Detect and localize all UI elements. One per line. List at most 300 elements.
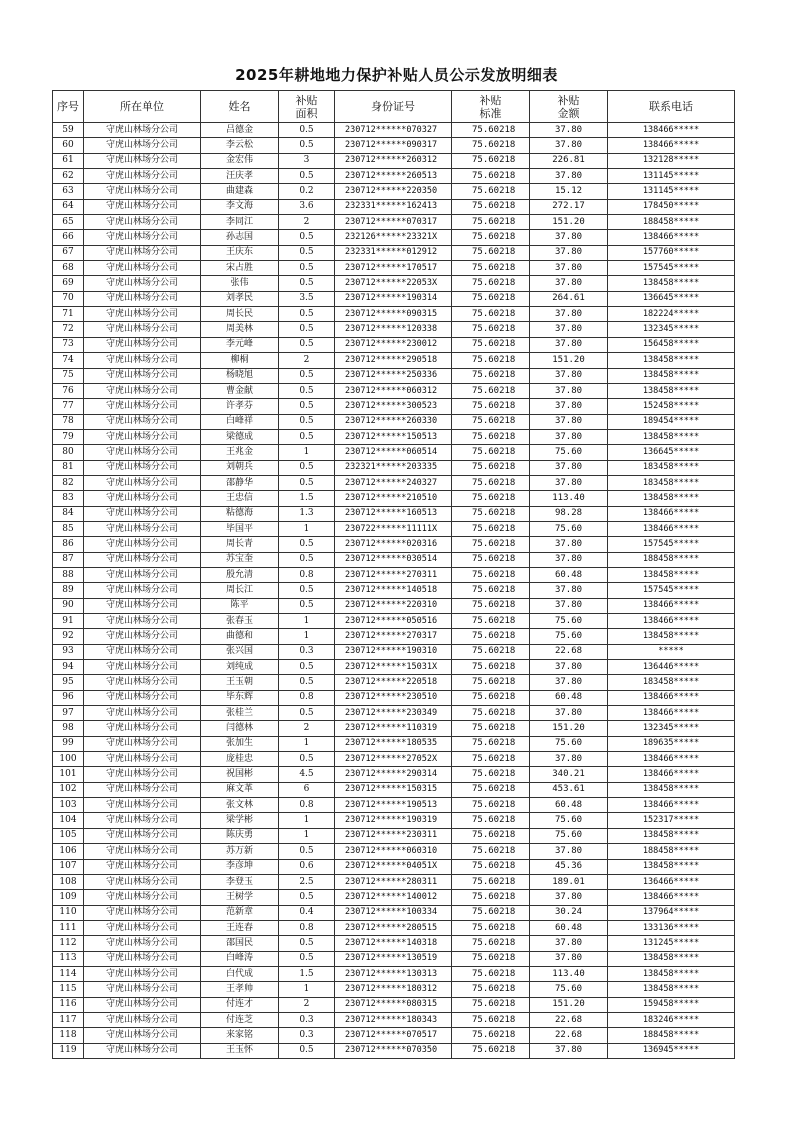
cell-standard: 75.60218 — [452, 506, 530, 521]
cell-amount: 151.20 — [530, 215, 608, 230]
cell-phone: 136466***** — [608, 874, 735, 889]
cell-phone: 132128***** — [608, 153, 735, 168]
cell-index: 118 — [53, 1028, 84, 1043]
cell-name: 李同江 — [201, 215, 279, 230]
cell-standard: 75.60218 — [452, 614, 530, 629]
cell-name: 陈庆勇 — [201, 828, 279, 843]
cell-id-number: 230712******070517 — [335, 1028, 452, 1043]
cell-unit: 守虎山林场分公司 — [84, 890, 201, 905]
cell-id-number: 230712******070327 — [335, 123, 452, 138]
table-row — [53, 383, 735, 398]
cell-id-number: 230712******130313 — [335, 966, 452, 981]
cell-unit: 守虎山林场分公司 — [84, 322, 201, 337]
cell-unit: 守虎山林场分公司 — [84, 813, 201, 828]
cell-name: 苏宝奎 — [201, 552, 279, 567]
cell-phone: 138466***** — [608, 598, 735, 613]
cell-name: 粘德海 — [201, 506, 279, 521]
cell-name: 李云松 — [201, 138, 279, 153]
cell-id-number: 230712******230349 — [335, 706, 452, 721]
cell-unit: 守虎山林场分公司 — [84, 399, 201, 414]
cell-name: 李元峰 — [201, 337, 279, 352]
cell-phone: 189454***** — [608, 414, 735, 429]
cell-standard: 75.60218 — [452, 598, 530, 613]
cell-unit: 守虎山林场分公司 — [84, 475, 201, 490]
cell-area: 0.5 — [279, 460, 335, 475]
cell-standard: 75.60218 — [452, 521, 530, 536]
cell-id-number: 230712******150315 — [335, 782, 452, 797]
cell-phone: 136645***** — [608, 291, 735, 306]
cell-unit: 守虎山林场分公司 — [84, 614, 201, 629]
cell-id-number: 230712******140518 — [335, 583, 452, 598]
cell-phone: 188458***** — [608, 1028, 735, 1043]
cell-area: 6 — [279, 782, 335, 797]
cell-index: 104 — [53, 813, 84, 828]
cell-id-number: 230712******070350 — [335, 1043, 452, 1058]
cell-name: 许孝芬 — [201, 399, 279, 414]
table-row — [53, 767, 735, 782]
cell-amount: 37.80 — [530, 169, 608, 184]
cell-amount: 37.80 — [530, 383, 608, 398]
cell-area: 3.5 — [279, 291, 335, 306]
cell-index: 99 — [53, 736, 84, 751]
table-row — [53, 337, 735, 352]
cell-index: 80 — [53, 445, 84, 460]
cell-id-number: 230712******050516 — [335, 614, 452, 629]
table-row — [53, 1012, 735, 1027]
cell-phone: 131245***** — [608, 936, 735, 951]
table-row — [53, 1043, 735, 1058]
cell-unit: 守虎山林场分公司 — [84, 276, 201, 291]
cell-phone: 138458***** — [608, 491, 735, 506]
cell-standard: 75.60218 — [452, 982, 530, 997]
cell-index: 110 — [53, 905, 84, 920]
cell-area: 0.8 — [279, 798, 335, 813]
cell-id-number: 230712******190314 — [335, 291, 452, 306]
cell-area: 1 — [279, 736, 335, 751]
cell-area: 0.5 — [279, 951, 335, 966]
cell-name: 刘孝民 — [201, 291, 279, 306]
cell-name: 曲建森 — [201, 184, 279, 199]
cell-area: 0.5 — [279, 844, 335, 859]
cell-area: 0.5 — [279, 890, 335, 905]
header-phone: 联系电话 — [608, 91, 735, 123]
cell-area: 0.5 — [279, 475, 335, 490]
cell-unit: 守虎山林场分公司 — [84, 782, 201, 797]
cell-amount: 113.40 — [530, 966, 608, 981]
cell-area: 0.8 — [279, 920, 335, 935]
cell-standard: 75.60218 — [452, 537, 530, 552]
cell-id-number: 232331******162413 — [335, 199, 452, 214]
cell-index: 119 — [53, 1043, 84, 1058]
cell-standard: 75.60218 — [452, 752, 530, 767]
cell-name: 孙志国 — [201, 230, 279, 245]
cell-unit: 守虎山林场分公司 — [84, 491, 201, 506]
table-row — [53, 567, 735, 582]
cell-area: 3.6 — [279, 199, 335, 214]
cell-phone: 138466***** — [608, 890, 735, 905]
cell-unit: 守虎山林场分公司 — [84, 445, 201, 460]
cell-phone: 138466***** — [608, 690, 735, 705]
cell-id-number: 230712******080315 — [335, 997, 452, 1012]
cell-id-number: 230712******290518 — [335, 353, 452, 368]
cell-area: 0.5 — [279, 1043, 335, 1058]
cell-phone: 178450***** — [608, 199, 735, 214]
cell-index: 69 — [53, 276, 84, 291]
cell-standard: 75.60218 — [452, 813, 530, 828]
cell-area: 0.5 — [279, 368, 335, 383]
table-row — [53, 138, 735, 153]
cell-name: 祝国彬 — [201, 767, 279, 782]
cell-phone: 136446***** — [608, 660, 735, 675]
cell-unit: 守虎山林场分公司 — [84, 337, 201, 352]
cell-name: 李文海 — [201, 199, 279, 214]
cell-name: 柳桐 — [201, 353, 279, 368]
cell-standard: 75.60218 — [452, 276, 530, 291]
cell-id-number: 230712******090315 — [335, 307, 452, 322]
cell-standard: 75.60218 — [452, 552, 530, 567]
cell-name: 苏万新 — [201, 844, 279, 859]
cell-phone: 183458***** — [608, 460, 735, 475]
cell-index: 72 — [53, 322, 84, 337]
cell-unit: 守虎山林场分公司 — [84, 1012, 201, 1027]
table-row — [53, 936, 735, 951]
cell-standard: 75.60218 — [452, 1012, 530, 1027]
cell-area: 0.8 — [279, 567, 335, 582]
cell-id-number: 230712******060310 — [335, 844, 452, 859]
cell-standard: 75.60218 — [452, 1043, 530, 1058]
cell-amount: 37.80 — [530, 414, 608, 429]
cell-index: 86 — [53, 537, 84, 552]
cell-name: 曹金献 — [201, 383, 279, 398]
cell-phone: 138466***** — [608, 521, 735, 536]
cell-standard: 75.60218 — [452, 567, 530, 582]
cell-id-number: 230712******220310 — [335, 598, 452, 613]
cell-amount: 37.80 — [530, 399, 608, 414]
cell-phone: 131145***** — [608, 184, 735, 199]
cell-standard: 75.60218 — [452, 890, 530, 905]
cell-name: 王兆金 — [201, 445, 279, 460]
cell-index: 93 — [53, 644, 84, 659]
table-row — [53, 736, 735, 751]
table-row — [53, 966, 735, 981]
cell-amount: 75.60 — [530, 629, 608, 644]
table-row — [53, 752, 735, 767]
table-row — [53, 491, 735, 506]
header-name: 姓名 — [201, 91, 279, 123]
table-row — [53, 629, 735, 644]
cell-area: 0.5 — [279, 429, 335, 444]
header-area-line2: 面积 — [295, 106, 318, 120]
cell-index: 89 — [53, 583, 84, 598]
cell-phone: 182224***** — [608, 307, 735, 322]
cell-name: 周长民 — [201, 307, 279, 322]
cell-area: 1 — [279, 629, 335, 644]
cell-name: 梁学彬 — [201, 813, 279, 828]
cell-id-number: 230712******100334 — [335, 905, 452, 920]
cell-area: 1 — [279, 445, 335, 460]
table-row — [53, 184, 735, 199]
cell-unit: 守虎山林场分公司 — [84, 383, 201, 398]
cell-standard: 75.60218 — [452, 629, 530, 644]
cell-amount: 60.48 — [530, 920, 608, 935]
cell-phone: 138458***** — [608, 828, 735, 843]
cell-phone: 138458***** — [608, 353, 735, 368]
cell-index: 83 — [53, 491, 84, 506]
cell-area: 0.2 — [279, 184, 335, 199]
cell-index: 106 — [53, 844, 84, 859]
cell-area: 0.5 — [279, 752, 335, 767]
cell-phone: 131145***** — [608, 169, 735, 184]
cell-id-number: 230712******260330 — [335, 414, 452, 429]
table-row — [53, 307, 735, 322]
cell-id-number: 230712******180312 — [335, 982, 452, 997]
cell-area: 3 — [279, 153, 335, 168]
cell-index: 109 — [53, 890, 84, 905]
cell-name: 白峰涛 — [201, 951, 279, 966]
cell-id-number: 230712******060312 — [335, 383, 452, 398]
cell-unit: 守虎山林场分公司 — [84, 828, 201, 843]
table-row — [53, 982, 735, 997]
cell-id-number: 230712******230012 — [335, 337, 452, 352]
cell-unit: 守虎山林场分公司 — [84, 690, 201, 705]
table-row — [53, 813, 735, 828]
cell-id-number: 230712******290314 — [335, 767, 452, 782]
cell-standard: 75.60218 — [452, 245, 530, 260]
cell-amount: 37.80 — [530, 660, 608, 675]
cell-name: 王树学 — [201, 890, 279, 905]
cell-name: 毕东辉 — [201, 690, 279, 705]
cell-id-number: 230722******11111X — [335, 521, 452, 536]
cell-name: 王庆东 — [201, 245, 279, 260]
cell-amount: 75.60 — [530, 736, 608, 751]
cell-area: 1 — [279, 813, 335, 828]
cell-amount: 37.80 — [530, 706, 608, 721]
cell-index: 92 — [53, 629, 84, 644]
cell-standard: 75.60218 — [452, 767, 530, 782]
table-row — [53, 920, 735, 935]
cell-name: 毕国平 — [201, 521, 279, 536]
cell-phone: 157545***** — [608, 537, 735, 552]
cell-name: 张伟 — [201, 276, 279, 291]
cell-index: 117 — [53, 1012, 84, 1027]
cell-unit: 守虎山林场分公司 — [84, 138, 201, 153]
table-row — [53, 521, 735, 536]
cell-amount: 75.60 — [530, 521, 608, 536]
cell-name: 王连春 — [201, 920, 279, 935]
cell-standard: 75.60218 — [452, 706, 530, 721]
cell-unit: 守虎山林场分公司 — [84, 583, 201, 598]
cell-area: 1 — [279, 982, 335, 997]
cell-name: 张兴国 — [201, 644, 279, 659]
cell-id-number: 230712******070317 — [335, 215, 452, 230]
cell-unit: 守虎山林场分公司 — [84, 368, 201, 383]
cell-name: 庞桂忠 — [201, 752, 279, 767]
cell-amount: 37.80 — [530, 429, 608, 444]
cell-phone: 183458***** — [608, 475, 735, 490]
cell-unit: 守虎山林场分公司 — [84, 1043, 201, 1058]
cell-standard: 75.60218 — [452, 429, 530, 444]
cell-amount: 264.61 — [530, 291, 608, 306]
cell-standard: 75.60218 — [452, 905, 530, 920]
cell-standard: 75.60218 — [452, 460, 530, 475]
cell-unit: 守虎山林场分公司 — [84, 936, 201, 951]
cell-unit: 守虎山林场分公司 — [84, 353, 201, 368]
cell-index: 61 — [53, 153, 84, 168]
cell-id-number: 230712******160513 — [335, 506, 452, 521]
cell-standard: 75.60218 — [452, 414, 530, 429]
cell-area: 1 — [279, 614, 335, 629]
cell-index: 67 — [53, 245, 84, 260]
cell-index: 95 — [53, 675, 84, 690]
cell-name: 杨晓旭 — [201, 368, 279, 383]
cell-name: 陈平 — [201, 598, 279, 613]
cell-index: 75 — [53, 368, 84, 383]
table-row — [53, 460, 735, 475]
cell-standard: 75.60218 — [452, 828, 530, 843]
table-row — [53, 644, 735, 659]
cell-index: 105 — [53, 828, 84, 843]
cell-index: 96 — [53, 690, 84, 705]
cell-phone: 159458***** — [608, 997, 735, 1012]
cell-standard: 75.60218 — [452, 337, 530, 352]
cell-id-number: 230712******240327 — [335, 475, 452, 490]
cell-area: 2 — [279, 353, 335, 368]
table-row — [53, 399, 735, 414]
cell-amount: 30.24 — [530, 905, 608, 920]
cell-phone: 188458***** — [608, 552, 735, 567]
cell-unit: 守虎山林场分公司 — [84, 721, 201, 736]
cell-area: 4.5 — [279, 767, 335, 782]
table-header-row — [53, 91, 735, 123]
subsidy-table — [52, 90, 735, 1059]
cell-standard: 75.60218 — [452, 936, 530, 951]
cell-amount: 75.60 — [530, 828, 608, 843]
cell-amount: 37.80 — [530, 890, 608, 905]
table-row — [53, 123, 735, 138]
cell-id-number: 230712******280515 — [335, 920, 452, 935]
cell-standard: 75.60218 — [452, 199, 530, 214]
cell-phone: 138458***** — [608, 276, 735, 291]
cell-index: 115 — [53, 982, 84, 997]
cell-area: 1.3 — [279, 506, 335, 521]
table-row — [53, 230, 735, 245]
cell-standard: 75.60218 — [452, 383, 530, 398]
cell-name: 付连芝 — [201, 1012, 279, 1027]
table-row — [53, 721, 735, 736]
cell-name: 梁德成 — [201, 429, 279, 444]
cell-standard: 75.60218 — [452, 353, 530, 368]
cell-amount: 151.20 — [530, 721, 608, 736]
cell-index: 77 — [53, 399, 84, 414]
cell-standard: 75.60218 — [452, 184, 530, 199]
cell-amount: 37.80 — [530, 230, 608, 245]
cell-name: 邵国民 — [201, 936, 279, 951]
cell-area: 0.5 — [279, 660, 335, 675]
cell-amount: 37.80 — [530, 322, 608, 337]
table-row — [53, 660, 735, 675]
cell-index: 94 — [53, 660, 84, 675]
cell-id-number: 230712******190513 — [335, 798, 452, 813]
cell-unit: 守虎山林场分公司 — [84, 767, 201, 782]
cell-index: 112 — [53, 936, 84, 951]
cell-amount: 37.80 — [530, 752, 608, 767]
cell-amount: 37.80 — [530, 552, 608, 567]
cell-standard: 75.60218 — [452, 583, 530, 598]
cell-area: 2 — [279, 997, 335, 1012]
cell-unit: 守虎山林场分公司 — [84, 215, 201, 230]
cell-id-number: 230712******020316 — [335, 537, 452, 552]
cell-name: 白代成 — [201, 966, 279, 981]
cell-index: 102 — [53, 782, 84, 797]
cell-phone: 133136***** — [608, 920, 735, 935]
cell-name: 宋占胜 — [201, 261, 279, 276]
table-row — [53, 798, 735, 813]
cell-area: 2.5 — [279, 874, 335, 889]
cell-index: 113 — [53, 951, 84, 966]
cell-amount: 37.80 — [530, 245, 608, 260]
table-row — [53, 706, 735, 721]
table-row — [53, 414, 735, 429]
table-row — [53, 537, 735, 552]
cell-standard: 75.60218 — [452, 798, 530, 813]
cell-name: 张桂兰 — [201, 706, 279, 721]
table-row — [53, 215, 735, 230]
cell-amount: 22.68 — [530, 1012, 608, 1027]
cell-amount: 45.36 — [530, 859, 608, 874]
cell-amount: 22.68 — [530, 1028, 608, 1043]
cell-index: 88 — [53, 567, 84, 582]
cell-phone: 136945***** — [608, 1043, 735, 1058]
cell-name: 王忠信 — [201, 491, 279, 506]
cell-unit: 守虎山林场分公司 — [84, 429, 201, 444]
cell-id-number: 230712******230510 — [335, 690, 452, 705]
cell-id-number: 230712******04051X — [335, 859, 452, 874]
cell-amount: 37.80 — [530, 951, 608, 966]
cell-phone: 156458***** — [608, 337, 735, 352]
cell-unit: 守虎山林场分公司 — [84, 552, 201, 567]
cell-unit: 守虎山林场分公司 — [84, 460, 201, 475]
cell-unit: 守虎山林场分公司 — [84, 261, 201, 276]
cell-amount: 75.60 — [530, 982, 608, 997]
cell-amount: 75.60 — [530, 445, 608, 460]
cell-unit: 守虎山林场分公司 — [84, 291, 201, 306]
cell-standard: 75.60218 — [452, 721, 530, 736]
cell-name: 汪庆孝 — [201, 169, 279, 184]
cell-index: 62 — [53, 169, 84, 184]
cell-amount: 37.80 — [530, 276, 608, 291]
cell-unit: 守虎山林场分公司 — [84, 184, 201, 199]
cell-id-number: 230712******260513 — [335, 169, 452, 184]
cell-standard: 75.60218 — [452, 859, 530, 874]
cell-phone: 138458***** — [608, 383, 735, 398]
cell-amount: 37.80 — [530, 261, 608, 276]
cell-phone: 137964***** — [608, 905, 735, 920]
cell-standard: 75.60218 — [452, 368, 530, 383]
table-row — [53, 890, 735, 905]
cell-name: 王玉怀 — [201, 1043, 279, 1058]
cell-amount: 60.48 — [530, 567, 608, 582]
cell-index: 100 — [53, 752, 84, 767]
cell-name: 闫德林 — [201, 721, 279, 736]
cell-area: 2 — [279, 215, 335, 230]
cell-index: 81 — [53, 460, 84, 475]
cell-id-number: 230712******22053X — [335, 276, 452, 291]
cell-area: 0.6 — [279, 859, 335, 874]
cell-standard: 75.60218 — [452, 307, 530, 322]
cell-name: 周长青 — [201, 537, 279, 552]
cell-id-number: 230712******180535 — [335, 736, 452, 751]
cell-index: 71 — [53, 307, 84, 322]
